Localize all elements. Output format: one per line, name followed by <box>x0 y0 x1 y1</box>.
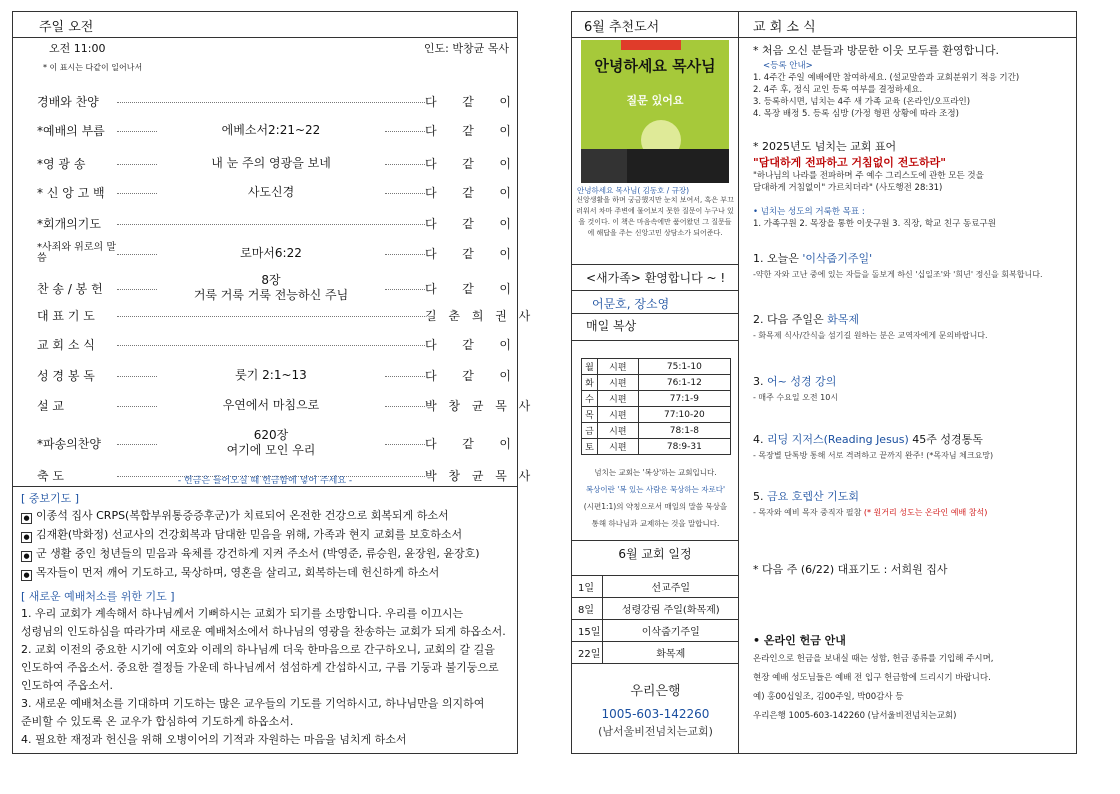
order-row <box>37 119 511 141</box>
order-name: *회개의기도 <box>37 216 101 231</box>
order-together: 다 같 이 <box>425 337 511 352</box>
order-together: 다 같 이 <box>425 246 511 261</box>
reading-row: 토 시편 78:9-31 <box>582 439 731 455</box>
order-name: *영 광 송 <box>37 156 86 171</box>
middle-column <box>571 11 738 754</box>
divider <box>572 313 738 314</box>
order-detail: 8장 거룩 거룩 거룩 전능하신 주님 <box>193 273 349 302</box>
welcome-block: * 처음 오신 분들과 방문한 이웃 모두를 환영합니다. <등록 안내> 1. 4주간 주일 예배에만 참여하세요. (설교말씀과 교회분위기 적응 기간) 2. 4주 후, 정식 교인 등록 여부를 결정하세요. 3. 등록하시면, 넘치는 4주 새 가족 교육 (온라인/오프라인) 4. 목장 배정 5. 등록 심방 (가정 형편 상황에 따라 조정) <box>753 44 1020 119</box>
service-leader: 인도: 박창균 목사 <box>423 42 509 55</box>
order-name: *사죄와 위로의 말씀 <box>37 242 116 264</box>
new-place-title: [ 새로운 예배처소를 위한 기도 ] <box>21 590 175 603</box>
divider <box>13 486 517 487</box>
news-item: 4. 리딩 지저스(Reading Jesus) 45주 성경통독 - 목장별 단톡방 통해 서로 격려하고 끝까지 완주! (*목자님 체크요망) <box>753 433 994 460</box>
news-item: 5. 금요 호렙산 기도회 - 목자와 예비 목자 중직자 필참 (* 원거리 성도는 온라인 예배 참석) <box>753 490 988 517</box>
service-header: 주일 오전 <box>13 12 517 38</box>
cover-subtitle: 질문 있어요 <box>626 94 684 107</box>
divider <box>572 264 738 265</box>
divider <box>572 540 738 541</box>
schedule-label: 6월 교회 일정 <box>618 547 692 561</box>
church-news-column <box>738 11 1077 754</box>
order-detail: 에베소서2:21~22 <box>221 122 321 137</box>
order-row <box>37 90 511 112</box>
order-row <box>37 304 535 326</box>
reading-note: 넘치는 교회는 '복상'하는 교회입니다. 복상이란 '복 있는 사람은 묵상하는 자로다' (시편1:1)의 약칭으로서 매일의 말씀 묵상을 통해 하나님과 교제하는 것을 말합니다. <box>583 468 728 528</box>
schedule-row: 8일 성령강림 주일(화목제) <box>572 598 739 620</box>
order-together: 다 같 이 <box>425 156 511 171</box>
service-info <box>49 40 509 56</box>
bank-holder: (남서울비전넘치는교회) <box>598 725 713 738</box>
online-offering-block: • 온라인 헌금 안내 온라인으로 헌금을 보내실 때는 성함, 헌금 종류를 기입해 주시며, 현장 예배 성도님들은 예배 전 입구 헌금함에 드리시기 바랍니다. 예) 홍00십일조, 김00주일, 박00감사 등 우리은행 1005-603-142260 (남서울비전넘치는교회) <box>753 634 994 721</box>
order-together: 다 같 이 <box>425 123 511 138</box>
schedule-row: 1일 선교주일 <box>572 576 739 598</box>
order-together: 다 같 이 <box>425 436 511 451</box>
divider <box>572 340 738 341</box>
motto-block: * 2025년도 넘치는 교회 표어 "담대하게 전파하고 거침없이 전도하라" "하나님의 나라를 전파하며 주 예수 그리스도에 관한 모든 것을 담대하게 거침없이" 가르치더라" (사도행전 28:31) <box>753 138 1072 194</box>
order-row <box>37 152 511 174</box>
order-row <box>37 394 535 416</box>
schedule-table <box>572 575 739 664</box>
order-name: *파송의찬양 <box>37 436 101 451</box>
order-detail: 내 눈 주의 영광을 보네 <box>211 155 331 170</box>
prayer-item: ● 이종석 집사 CRPS(복합부위통증증후군)가 치료되어 온전한 건강으로 회복되게 하소서 <box>21 507 513 524</box>
daily-label: 매일 복상 <box>586 319 637 333</box>
schedule-row: 22일 화목제 <box>572 642 739 664</box>
news-item: 2. 다음 주일은 화목제 - 화목제 식사/간식을 섬기길 원하는 분은 교역자에게 문의바랍니다. <box>753 313 988 340</box>
reading-row: 금 시편 78:1-8 <box>582 423 731 439</box>
reading-row: 화 시편 76:1-12 <box>582 375 731 391</box>
news-item: 1. 오늘은 '이삭줍기주일' -약한 자와 고난 중에 있는 자들을 돌보게 하신 '십일조'와 '희년' 정신을 회복합니다. <box>753 252 1043 279</box>
cover-tag <box>621 40 681 50</box>
order-row <box>37 333 511 355</box>
order-together: 다 같 이 <box>425 368 511 383</box>
checkbox-icon: ● <box>21 551 32 562</box>
next-prayer: * 다음 주 (6/22) 대표기도 : 서희원 집사 <box>753 563 948 576</box>
cover-title: 안녕하세요 목사님 <box>594 57 716 75</box>
bank-account: 1005-603-142260 <box>601 707 710 721</box>
book-cover-image <box>581 40 729 183</box>
order-detail: 룻기 2:1~13 <box>235 367 307 382</box>
order-person: 길 춘 희 권 사 <box>425 308 535 323</box>
order-name: 대 표 기 도 <box>37 308 95 323</box>
order-detail: 로마서6:22 <box>240 245 302 260</box>
order-name: 교 회 소 식 <box>37 337 95 352</box>
reading-row: 목 시편 77:10-20 <box>582 407 731 423</box>
order-row <box>37 428 511 457</box>
order-row <box>37 242 511 264</box>
worship-order-page <box>12 11 535 754</box>
checkbox-icon: ● <box>21 513 32 524</box>
order-together: 다 같 이 <box>425 185 511 200</box>
bank-info <box>572 680 739 739</box>
offering-note: - 헌금은 들어오실 때 헌금함에 넣어 주세요 - <box>177 476 353 486</box>
order-detail: 620장 여기에 모인 우리 <box>226 428 316 457</box>
order-detail: 우연에서 마침으로 <box>222 397 320 412</box>
reading-row: 수 시편 77:1-9 <box>582 391 731 407</box>
stand-note: * 이 표시는 다같이 일어나서 <box>43 63 143 72</box>
book-description: 신앙생활을 하며 궁금했지만 눈치 보여서, 혹은 부끄러워서 차마 주변에 물어보지 못한 질문이 누구나 있을 것이다. 이 책은 마음속에만 품어왔던 그 질문들에 해답을 주는 신앙고민 상담소가 되어준다. <box>576 196 734 237</box>
bank-name: 우리은행 <box>630 684 681 699</box>
prayer-title: [ 중보기도 ] <box>21 492 80 505</box>
prayer-item: ● 군 생활 중인 청년들의 믿음과 육체를 강건하게 지켜 주소서 (박영준, 류승원, 윤장원, 윤장호) <box>21 545 513 562</box>
order-name: * 신 앙 고 백 <box>37 185 105 200</box>
order-name: *예배의 부름 <box>37 123 105 138</box>
order-name: 경배와 찬양 <box>37 94 99 109</box>
book-caption: 안녕하세요 목사님( 김동호 / 규장) <box>577 186 690 195</box>
new-place-prayer: 1. 우리 교회가 계속해서 하나님께서 기뻐하시는 교회가 되기를 소망합니다. 우리를 이끄시는 성령님의 인도하심을 따라가며 새로운 예배처소에서 하나님의 영광을 찬송하는 교회가 되게 하옵소서. 2. 교회 이전의 중요한 시기에 여호와 이레의 하나님께 더욱 한마음으로 간구하오니, 교회의 갈 길을 인도하여 주옵소서. 중요한 결정들 가운데 하나님께서 섬섬하게 간섭하시고, 구름 기둥과 불기둥으로 인도하여 주옵소서. 3. 새로운 예배처소를 기대하며 기도하는 많은 교우들의 기도를 기억하시고, 하나님만을 의지하여 준비할 수 있도록 온 교우가 합심하여 기도하게 하옵소서. 4. 필요한 재정과 헌신을 위해 오병이어의 기적과 자원하는 마음을 넘치게 하소서 <box>21 607 506 746</box>
order-person: 박 창 균 목 사 <box>425 398 535 413</box>
checkbox-icon: ● <box>21 570 32 581</box>
holy-goal-block: • 넘치는 성도의 거룩한 목표 : 1. 가족구원 2. 목장을 통한 이웃구원 3. 직장, 학교 친구 동료구원 <box>753 207 996 229</box>
divider <box>572 663 738 664</box>
order-row <box>37 364 511 386</box>
divider <box>572 290 738 291</box>
prayer-item: ● 목자들이 먼저 깨어 기도하고, 묵상하며, 영혼을 살리고, 회복하는데 헌신하게 하소서 <box>21 564 513 581</box>
prayer-item: ● 김재환(박화정) 선교사의 건강회복과 담대한 믿음을 위해, 가족과 현지 교회를 보호하소서 <box>21 526 513 543</box>
order-together: 다 같 이 <box>425 216 511 231</box>
service-time: 오전 11:00 <box>49 42 106 55</box>
order-name: 설 교 <box>37 398 64 413</box>
reading-row: 월 시편 75:1-10 <box>582 359 731 375</box>
schedule-row: 15일 이삭줍기주일 <box>572 620 739 642</box>
new-family-names: 어문호, 장소영 <box>592 297 670 311</box>
news-item: 3. 어~ 성경 강의 - 매주 수요일 오전 10시 <box>753 375 839 402</box>
order-detail: 사도신경 <box>247 184 295 199</box>
order-person: 박 창 균 목 사 <box>425 468 535 483</box>
author-photo <box>581 149 627 183</box>
motto-text: "담대하게 전파하고 거침없이 전도하라" <box>753 156 946 169</box>
order-together: 다 같 이 <box>425 94 511 109</box>
order-row <box>37 273 511 302</box>
cover-band <box>627 149 729 183</box>
order-name: 성 경 봉 독 <box>37 368 95 383</box>
news-header: 교 회 소 식 <box>739 12 1076 38</box>
checkbox-icon: ● <box>21 532 32 543</box>
order-name: 찬 송 / 봉 헌 <box>37 281 103 296</box>
order-row <box>37 212 511 234</box>
welcome-label: <새가족> 환영합니다 ~ ! <box>586 271 726 285</box>
reading-table <box>581 358 731 455</box>
order-name: 축 도 <box>37 468 64 483</box>
order-row <box>37 181 511 203</box>
book-header: 6월 추천도서 <box>572 12 738 38</box>
order-together: 다 같 이 <box>425 281 511 296</box>
